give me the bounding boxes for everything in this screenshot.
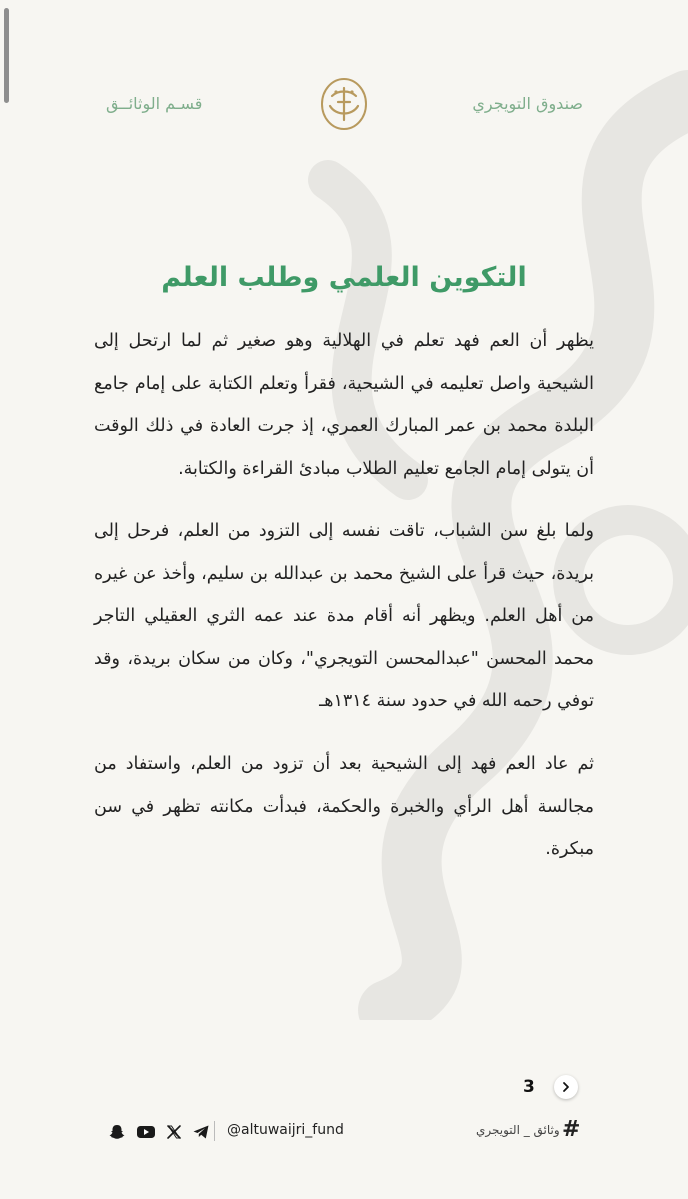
fund-name: صندوق التويجري — [472, 94, 583, 113]
social-icons — [108, 1123, 210, 1141]
telegram-icon[interactable] — [192, 1124, 210, 1140]
page-footer — [0, 1115, 688, 1151]
hashtag-icon: # — [562, 1117, 581, 1142]
snapchat-icon[interactable] — [108, 1123, 126, 1141]
page-header — [0, 70, 688, 140]
paragraph-2: ولما بلغ سن الشباب، تاقت نفسه إلى التزود من العلم، فرحل إلى بريدة، حيث قرأ على الشيخ محمد بن عبدالله بن سليم، وأخذ عن غيره من أهل العلم. ويظهر أنه أقام مدة عند عمه الثري العقيلي التاجر محمد المحسن "عبدالمحسن التويجري"، وكان من سكان بريدة، وقد توفي رحمه الله في حدود سنة ١٣١٤هـ — [94, 521, 594, 711]
chevron-right-icon — [560, 1081, 572, 1093]
next-page-button[interactable] — [554, 1075, 578, 1099]
hashtag-text[interactable]: وثائق _ التويجري — [476, 1123, 560, 1137]
youtube-icon[interactable] — [136, 1124, 156, 1140]
paragraph-1: يظهر أن العم فهد تعلم في الهلالية وهو صغير ثم لما ارتحل إلى الشيحية واصل تعليمه في الشيحية، فقرأ وتعلم الكتابة على إمام جامع البلدة محمد بن عمر المبارك العمري، إذ جرت العادة في ذلك الوقت أن يتولى إمام الجامع تعليم الطلاب مبادئ القراءة والكتابة. — [94, 331, 594, 479]
footer-divider — [214, 1121, 215, 1141]
page-number: 3 — [523, 1077, 535, 1097]
paragraph-3: ثم عاد العم فهد إلى الشيحية بعد أن تزود من العلم، واستفاد من مجالسة أهل الرأي والخبرة والحكمة، فبدأت مكانته تظهر في سن مبكرة. — [94, 754, 594, 859]
page-title: التكوين العلمي وطلب العلم — [161, 262, 527, 293]
social-handle[interactable]: @altuwaijri_fund — [227, 1122, 344, 1138]
fund-logo — [318, 76, 370, 132]
section-label: قسـم الوثائــق — [106, 94, 203, 113]
x-icon[interactable] — [166, 1124, 182, 1140]
